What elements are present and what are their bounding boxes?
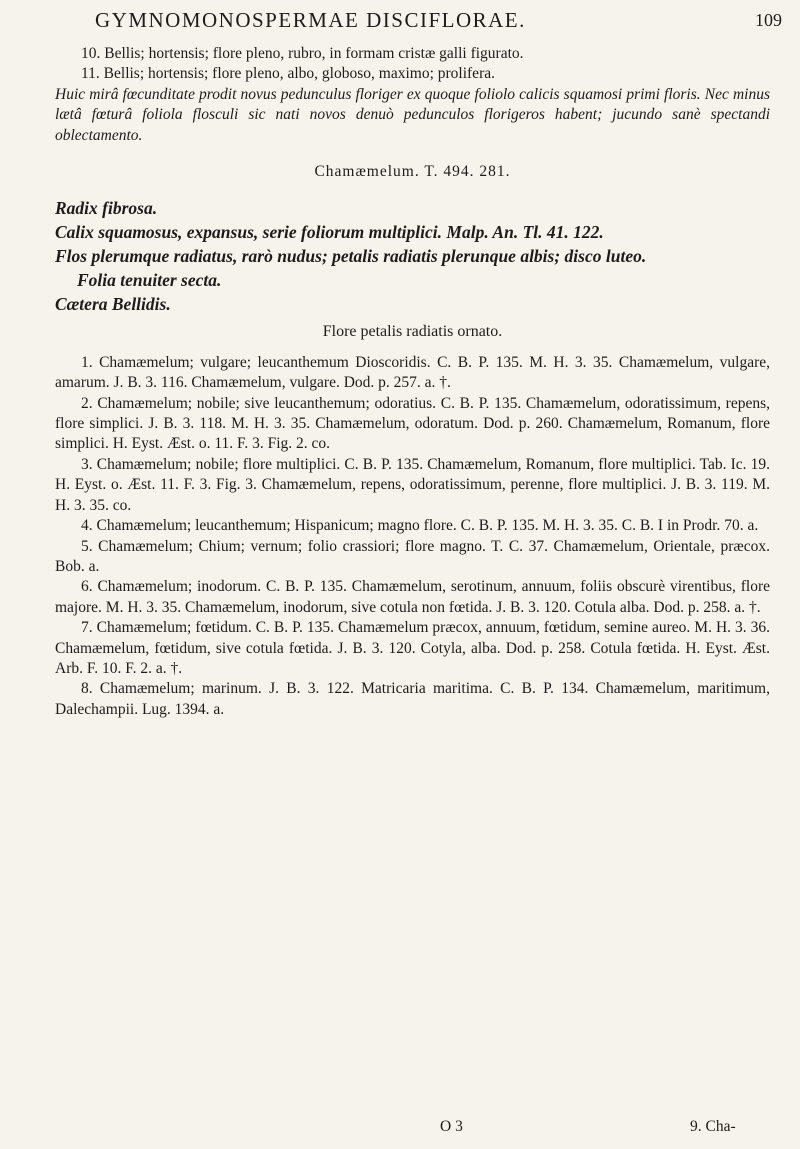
diagnosis-caetera: Cætera Bellidis. [55,294,171,315]
running-header [0,8,800,36]
genus-heading [55,162,770,182]
species-entry-7: 7. Chamæmelum; fœtidum. C. B. P. 135. Chamæmelum præcox, annuum, fœtidum, semine aureo. M. H. 3. 36. Chamæmelum, fœtidum, sive cotula fœtida. J. B. 3. 120. Cotyla, alba. Dod. p. 258. Cotula fœtida. H. Eyst. Æst. Arb. F. 10. F. 2. a. †. [55,619,770,677]
diagnosis-folia: Folia tenuiter secta. [77,270,222,291]
page-footer [0,1118,800,1140]
entry-11: 11. Bellis; hortensis; flore pleno, albo, globoso, maximo; prolifera. [81,65,495,83]
genus-diagnosis [55,196,770,316]
diagnosis-calix: Calix squamosus, expansus, serie foliorum multiplici. Malp. An. Tl. 41. 122. [55,222,604,243]
species-entry-5: 5. Chamæmelum; Chium; vernum; folio crassiori; flore magno. T. C. 37. Chamæmelum, Orientale, præcox. Bob. a. [55,537,770,575]
species-entry-3: 3. Chamæmelum; nobile; flore multiplici. C. B. P. 135. Chamæmelum, Romanum, flore multiplici. Tab. Ic. 19. H. Eyst. o. Æst. 11. F. 3. Fig. 3. Chamæmelum, repens, odoratissimum, perenne, flore multiplici. J. B. 3. 119. M. H. 3. 35. co. [55,455,770,514]
species-entry-8: 8. Chamæmelum; marinum. J. B. 3. 122. Matricaria maritima. C. B. P. 134. Chamæmelum, maritimum, Dalechampii. Lug. 1394. a. [55,680,770,718]
entry-11-note: Huic mirâ fœcunditate prodit novus pedunculus floriger ex quoque foliolo calicis squamosi primi floris. Nec minus lætâ fœturâ foliola flosculi sic nati novos denuò pedunculos florigeros habent; jucundo sanè spectandi oblectamento. [55,85,770,144]
section-heading: Flore petalis radiatis ornato. [322,323,503,341]
entry-10: 10. Bellis; hortensis; flore pleno, rubro, in formam cristæ galli figurato. [81,45,524,62]
genus-reference: T. 494. 281. [424,163,511,181]
species-entry-2: 2. Chamæmelum; nobile; sive leucanthemum; odoratius. C. B. P. 135. Chamæmelum, odoratissimum, repens, flore simplici. J. B. 3. 118. M. H. 3. 35. Chamæmelum, odoratum. Dod. p. 260. Chamæmelum, Romanum, flore simplici. H. Eyst. Æst. o. 11. F. 3. Fig. 2. co. [55,394,770,453]
page-number: 109 [755,10,782,30]
running-title: GYMNOMONOSPERMAE DISCIFLORAE. [95,8,526,32]
species-entry-6: 6. Chamæmelum; inodorum. C. B. P. 135. Chamæmelum, serotinum, annuum, foliis obscurè virentibus, flore majore. M. H. 3. 35. Chamæmelum, inodorum, sive cotula non fœtida. J. B. 3. 120. Cotula alba. Dod. p. 258. a. †. [55,578,770,616]
diagnosis-flos: Flos plerumque radiatus, rarò nudus; petalis radiatis plerunque albis; disco luteo. [55,246,647,267]
page-body [55,44,770,720]
catchword: 9. Cha- [690,1118,736,1135]
diagnosis-radix: Radix fibrosa. [55,198,158,219]
genus-name: Chamæmelum. [314,163,420,181]
species-entry-4: 4. Chamæmelum; leucanthemum; Hispanicum; magno flore. C. B. P. 135. M. H. 3. 35. C. B. I in Prodr. 70. a. [81,517,759,535]
signature-mark: O 3 [440,1118,463,1135]
species-entry-1: 1. Chamæmelum; vulgare; leucanthemum Dioscoridis. C. B. P. 135. M. H. 3. 35. Chamæmelum, vulgare, amarum. J. B. 3. 116. Chamæmelum, vulgare. Dod. p. 257. a. †. [55,353,770,392]
